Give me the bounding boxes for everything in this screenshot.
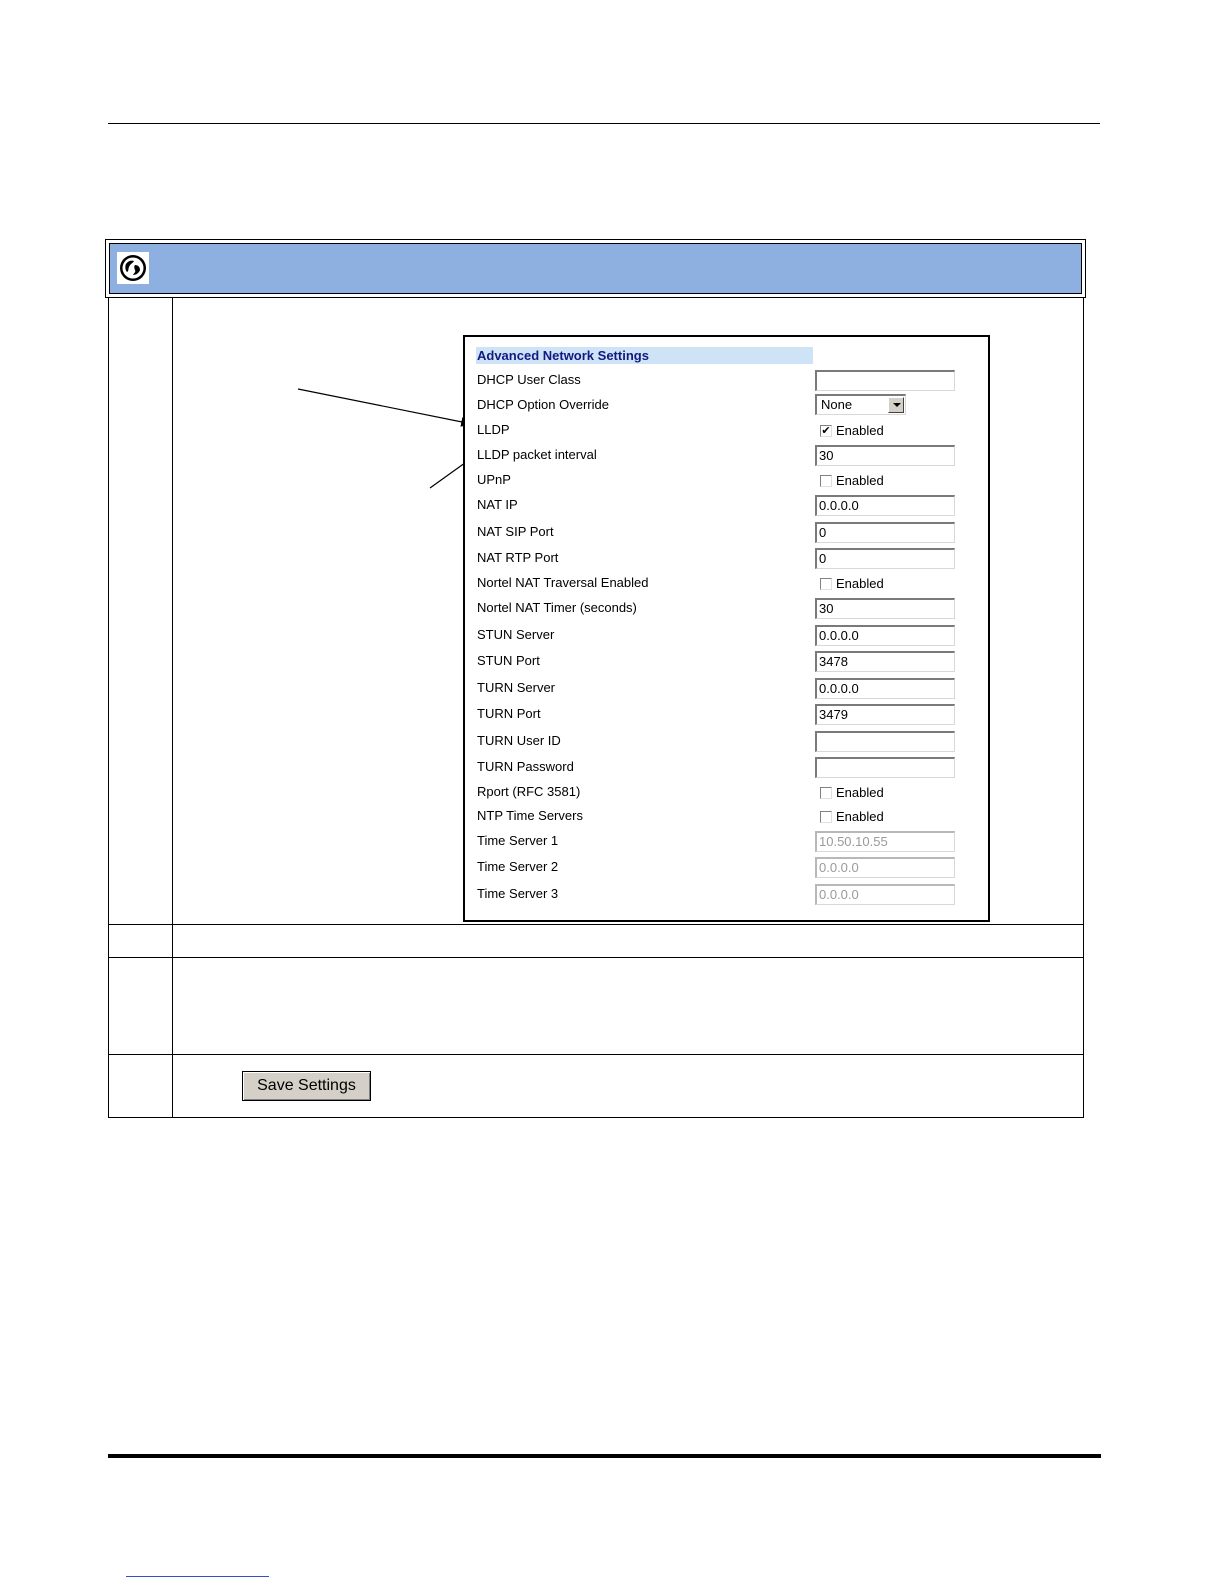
dhcp-user-class-field[interactable] — [815, 370, 955, 391]
dhcp-option-override-select[interactable] — [815, 394, 906, 415]
dhcp-user-class-label: DHCP User Class — [477, 372, 581, 387]
stun-server-label: STUN Server — [477, 627, 555, 642]
turn-password-field[interactable] — [815, 757, 955, 778]
checkbox-label: Enabled — [836, 785, 884, 800]
stun-port-label: STUN Port — [477, 653, 540, 668]
footer-link-underline — [126, 1576, 269, 1577]
dhcp-option-override-label: DHCP Option Override — [477, 397, 609, 412]
checkbox-label: Enabled — [836, 576, 884, 591]
time-server-2-field[interactable]: 0.0.0.0 — [815, 857, 955, 878]
lldp-checkbox[interactable]: ✔ — [821, 425, 831, 437]
bottom-rule — [108, 1454, 1101, 1458]
rport-rfc-3581-checkbox[interactable] — [820, 787, 832, 799]
lldp-packet-interval-field[interactable]: 30 — [815, 445, 955, 466]
lldp-packet-interval-label: LLDP packet interval — [477, 447, 597, 462]
nat-rtp-port-label: NAT RTP Port — [477, 550, 559, 565]
nat-ip-field[interactable]: 0.0.0.0 — [815, 495, 955, 516]
upnp-label: UPnP — [477, 472, 511, 487]
time-server-3-label: Time Server 3 — [477, 886, 559, 901]
stun-server-field[interactable]: 0.0.0.0 — [815, 625, 955, 646]
select-value: None — [821, 397, 853, 412]
turn-user-id-field[interactable] — [815, 731, 955, 752]
time-server-1-field[interactable]: 10.50.10.55 — [815, 831, 955, 852]
checkbox-label: Enabled — [836, 473, 884, 488]
ntp-time-servers-checkbox[interactable] — [820, 811, 832, 823]
checkbox-label: Enabled — [836, 423, 884, 438]
upnp-checkbox[interactable] — [820, 475, 832, 487]
turn-password-label: TURN Password — [477, 759, 574, 774]
nortel-nat-traversal-enabled-label: Nortel NAT Traversal Enabled — [477, 575, 649, 590]
turn-user-id-label: TURN User ID — [477, 733, 561, 748]
nat-sip-port-label: NAT SIP Port — [477, 524, 554, 539]
checkbox-label: Enabled — [836, 809, 884, 824]
nortel-nat-timer-seconds-label: Nortel NAT Timer (seconds) — [477, 600, 637, 615]
nat-rtp-port-field[interactable]: 0 — [815, 548, 955, 569]
turn-port-field[interactable]: 3479 — [815, 704, 955, 725]
ntp-time-servers-label: NTP Time Servers — [477, 808, 583, 823]
time-server-1-label: Time Server 1 — [477, 833, 559, 848]
nortel-nat-traversal-enabled-checkbox[interactable] — [820, 578, 832, 590]
time-server-3-field[interactable]: 0.0.0.0 — [815, 884, 955, 905]
time-server-2-label: Time Server 2 — [477, 859, 559, 874]
lldp-callout-arrow — [298, 389, 472, 424]
rport-rfc-3581-label: Rport (RFC 3581) — [477, 784, 581, 799]
turn-port-label: TURN Port — [477, 706, 541, 721]
stun-port-field[interactable]: 3478 — [815, 651, 955, 672]
chevron-down-icon[interactable] — [888, 397, 904, 413]
lldp-label: LLDP — [477, 422, 510, 437]
save-settings-button[interactable]: Save Settings — [242, 1071, 371, 1101]
nortel-nat-timer-seconds-field[interactable]: 30 — [815, 598, 955, 619]
nat-ip-label: NAT IP — [477, 497, 518, 512]
nat-sip-port-field[interactable]: 0 — [815, 522, 955, 543]
turn-server-field[interactable]: 0.0.0.0 — [815, 678, 955, 699]
turn-server-label: TURN Server — [477, 680, 556, 695]
panel-title: Advanced Network Settings — [476, 347, 813, 364]
